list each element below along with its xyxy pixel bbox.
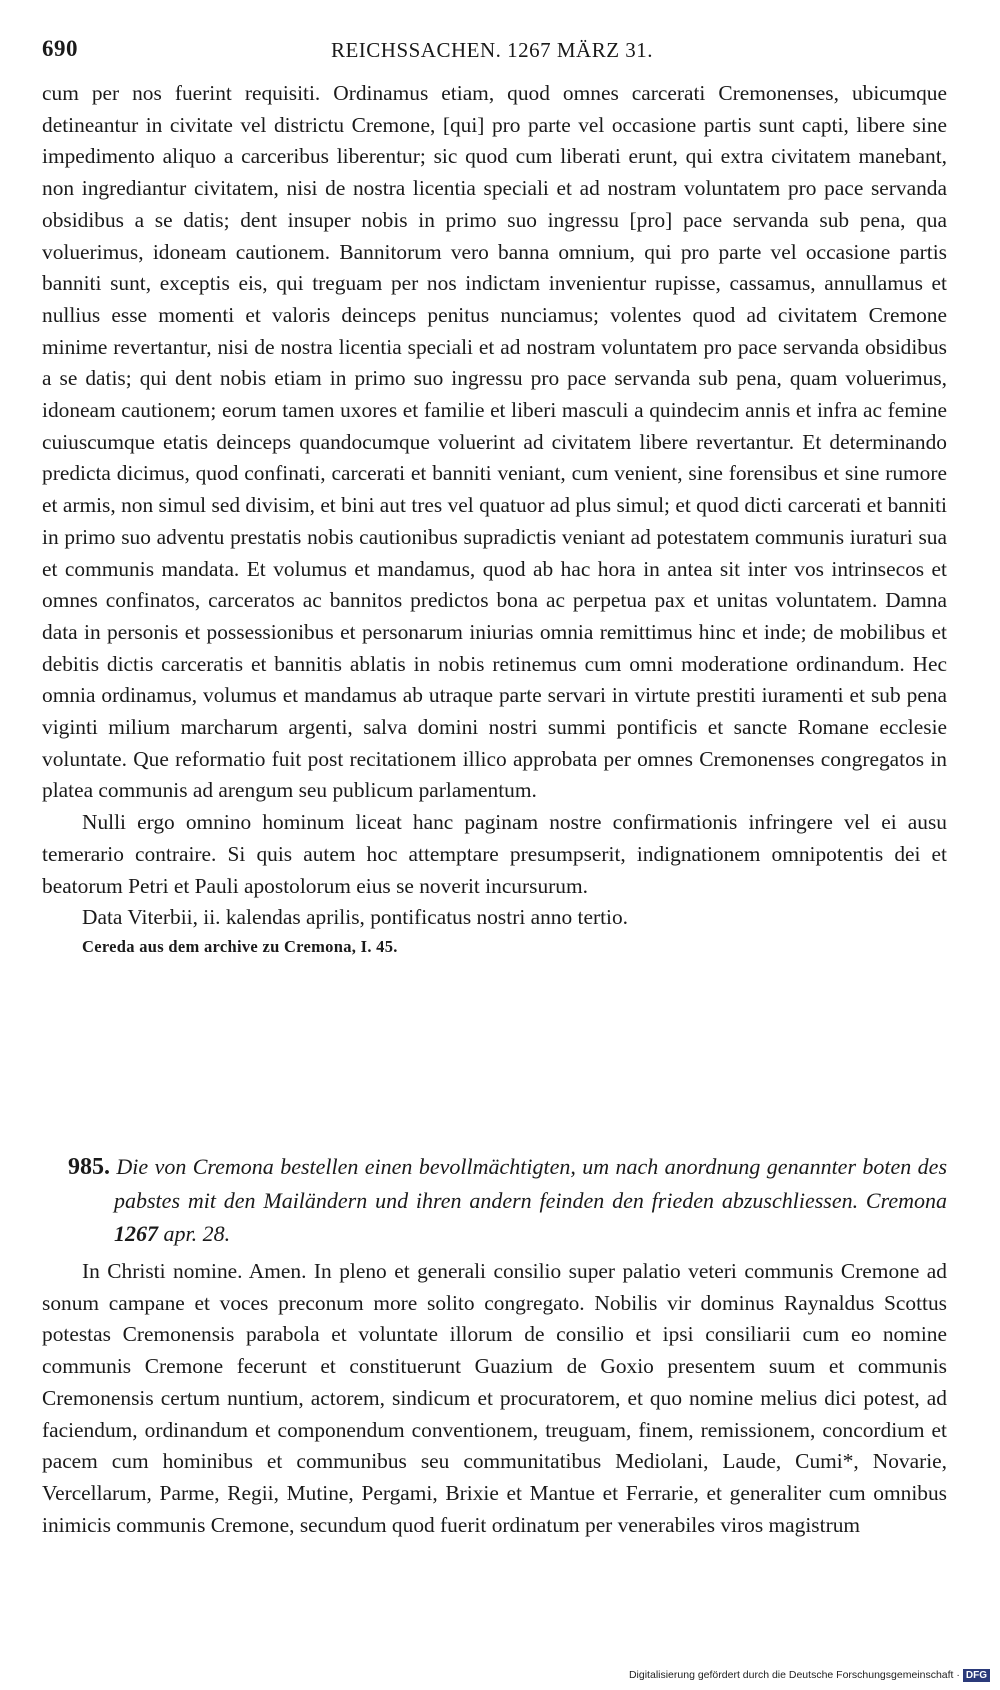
- entry-text: In Christi nomine. Amen. In pleno et generali consilio super palatio veteri communis Cremone ad sonum campane et voces preconum more solito congregato. Nobilis vir dominus Raynaldus Scottus potestas Cremonensis parabola et voluntate illorum de consilio et ipsi consiliarii cum eo nomine communis Cremone fecerunt et constituerunt Guazium de Goxio presentem suum et communis Cremonensis certum nuntium, actorem, sindicum et procuratorem, et quo nomine melius dici potest, ad faciendum, ordinandum et componendum conventionem, treuguam, finem, remissionem, concordium et pacem cum hominibus et communibus seu communitatibus Mediolani, Laude, Cumi*, Novarie, Vercellarum, Parme, Regii, Mutine, Pergami, Brixie et Mantue et Ferrarie, et generaliter cum omnibus inimicis communis Cremone, secundum quod fuerit ordinatum per venerabiles viros magistrum: [42, 1259, 947, 1537]
- paragraph: cum per nos fuerint requisiti. Ordinamus etiam, quod omnes carcerati Cremonenses, ubicumque detineantur in civitate vel districtu Cremone, [qui] pro parte vel occasione partis sunt capti, libere sine impedimento aliquo a carceribus liberentur; sic quod cum liberati erunt, qui extra civitatem manebant, non ingrediantur civitatem, nisi de nostra licentia speciali et ad nostram voluntatem pro pace servanda obsidibus a se datis; dent insuper nobis in primo suo ingressu [pro] pace servanda sub pena, qua voluerimus, idoneam cautionem. Bannitorum vero banna omnium, qui pro parte vel occasione partis banniti sunt, exceptis eis, qui treguam per nos indictam invenientur rupisse, cassamus, annullamus et nullius esse momenti et valoris deinceps penitus nunciamus; volentes quod ad civitatem Cremone minime revertantur, nisi de nostra licentia speciali et ad nostram voluntatem pro pace servanda obsidibus a se datis; qui dent nobis etiam in primo suo ingressu pro pace servanda sub pena, quam voluerimus, idoneam cautionem; eorum tamen uxores et familie et liberi masculi a quindecim annis et infra ac femine cuiuscumque etatis deinceps quandocumque voluerint ad civitatem libere revertantur. Et determinando predicta dicimus, quod confinati, carcerati et banniti veniant, cum venient, sine forensibus et sine rumore et armis, non simul sed divisim, et bini aut tres vel quatuor ad plus simul; et quod dicti carcerati et banniti in primo suo adventu prestatis nobis cautionibus supradictis veniant ad potestatem communis iuraturi sua et communis mandata. Et volumus et mandamus, quod ab hac hora in antea sit inter vos intrinsecos et omnes confinatos, carceratos ac bannitos predictos bona ac perpetua pax et unitas voluntatem. Damna data in personis et possessionibus et personarum iniurias omnia remittimus hinc et inde; de mobilibus et debitis dictis carceratis et bannitis ablatis in nobis retinemus cum omni moderatione ordinandum. Hec omnia ordinamus, volumus et mandamus ab utraque parte servari in virtute prestiti iuramenti et sub pena viginti milium marcharum argenti, salva domini nostri summi pontificis et sancte Romane ecclesie voluntate. Que reformatio fuit post recitationem illico approbata per omnes Cremonenses congregatos in platea communis ad arengum seu publicum parlamentum.: [42, 81, 947, 803]
- source-note: Cereda aus dem archive zu Cremona, I. 45.: [82, 936, 398, 956]
- paragraph: Nulli ergo omnino hominum liceat hanc paginam nostre confirmationis infringere vel ei ausu temerario contraire. Si quis autem hoc attemptare presumpserit, indignationem omnipotentis dei et beatorum Petri et Pauli apostolorum eius se noverit incursurum.: [42, 810, 947, 898]
- digitization-footer: [629, 1669, 990, 1682]
- dating-clause: Data Viterbii, ii. kalendas aprilis, pontificatus nostri anno tertio.: [82, 905, 629, 930]
- regest-entry: [42, 1150, 947, 1563]
- entry-year: 1267: [114, 1221, 158, 1246]
- running-title: REICHSSACHEN. 1267 MÄRZ 31.: [330, 38, 654, 62]
- entry-summary: Die von Cremona bestellen einen bevollmächtigten, um nach anordnung genannter boten des pabstes mit den Mailändern und ihren andern feinden den frieden abzuschliessen. Cremona: [114, 1154, 948, 1213]
- entry-date: apr. 28.: [158, 1221, 231, 1246]
- dfg-logo: DFG: [963, 1669, 990, 1682]
- page-header: [42, 30, 942, 70]
- entry-heading: [42, 1150, 947, 1250]
- footer-text: Digitalisierung gefördert durch die Deutsche Forschungsgemeinschaft ·: [628, 1669, 960, 1681]
- document-body: [42, 78, 947, 960]
- page-number: 690: [42, 36, 78, 61]
- entry-number: 985.: [68, 1154, 110, 1180]
